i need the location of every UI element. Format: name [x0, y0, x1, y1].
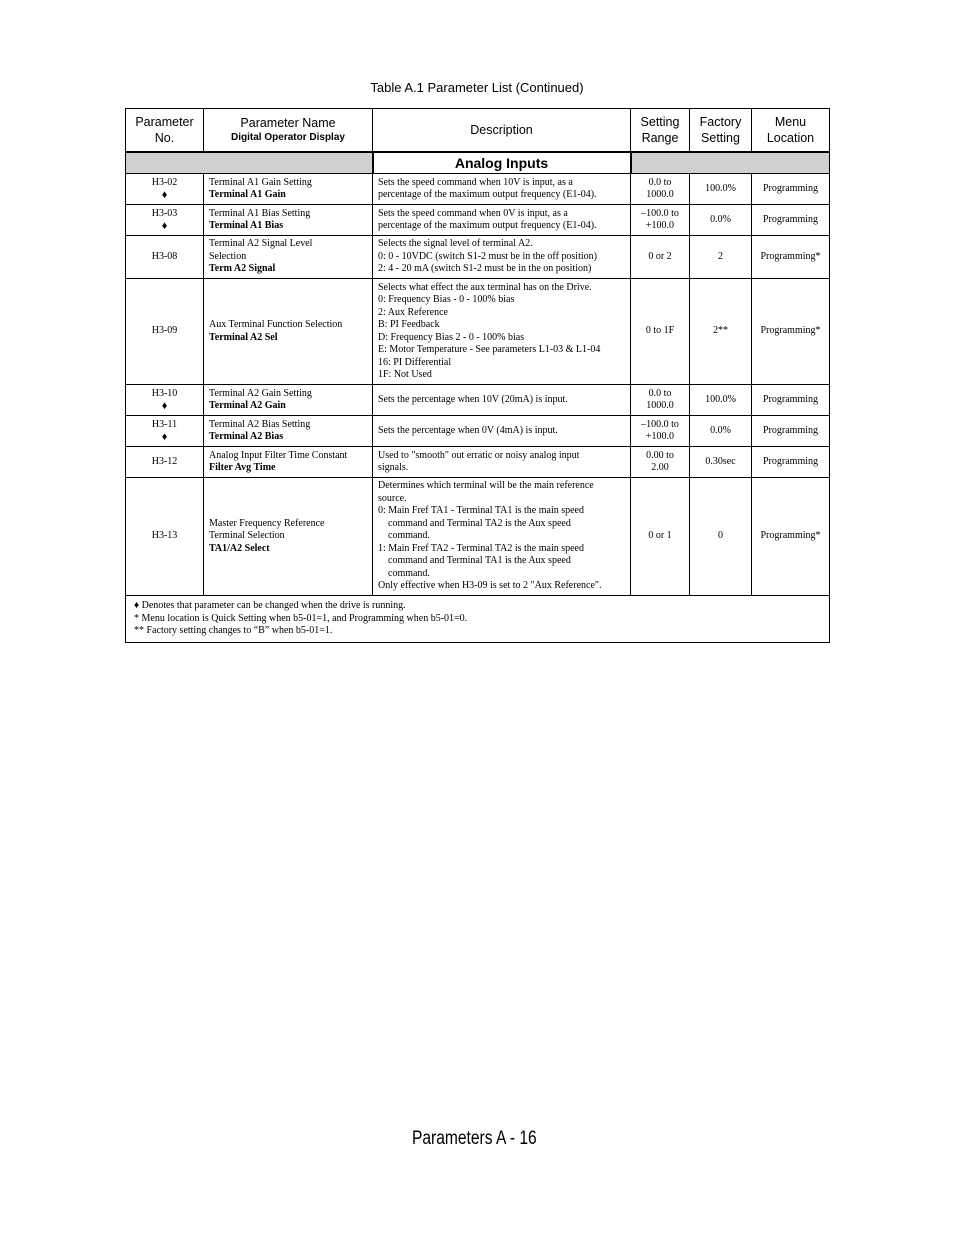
param-description: Selects the signal level of terminal A2. 0: 0 - 10VDC (switch S1-2 must be in the off position) 2: 4 - 20 mA (switch S1-2 must be in the on position)	[373, 236, 631, 279]
param-description: Sets the percentage when 0V (4mA) is input.	[373, 416, 631, 447]
param-no: H3-11 ♦	[126, 416, 204, 447]
header-param-name: Parameter Name Digital Operator Display	[204, 109, 373, 153]
param-name: Master Frequency Reference Terminal Selection TA1/A2 Select	[204, 478, 373, 596]
menu-location: Programming	[752, 447, 830, 478]
diamond-icon: ♦	[161, 189, 168, 202]
param-no: H3-13	[126, 478, 204, 596]
factory-setting: 100.0%	[690, 385, 752, 416]
header-param-name-sub: Digital Operator Display	[231, 132, 345, 143]
setting-range: –100.0 to +100.0	[631, 416, 690, 447]
factory-setting: 2**	[690, 279, 752, 385]
menu-location: Programming*	[752, 236, 830, 279]
param-no: H3-03 ♦	[126, 205, 204, 236]
menu-location: Programming	[752, 174, 830, 205]
section-shade-right	[631, 152, 830, 174]
section-shade-left	[126, 152, 373, 174]
param-name: Terminal A2 Gain Setting Terminal A2 Gain	[204, 385, 373, 416]
factory-setting: 0.30sec	[690, 447, 752, 478]
factory-setting: 0.0%	[690, 416, 752, 447]
menu-location: Programming*	[752, 279, 830, 385]
header-row	[126, 109, 830, 153]
note-factory-setting: ** Factory setting changes to “B” when b5-01=1.	[134, 625, 333, 636]
note-menu-location: * Menu location is Quick Setting when b5-01=1, and Programming when b5-01=0.	[134, 612, 468, 624]
display-name: Terminal A2 Gain	[209, 400, 286, 411]
header-menu-location: Menu Location	[752, 109, 830, 153]
param-description: Sets the speed command when 10V is input, as a percentage of the maximum output frequency (E1-04).	[373, 174, 631, 205]
section-row	[126, 152, 830, 174]
display-name: TA1/A2 Select	[209, 542, 270, 554]
parameter-table	[125, 108, 830, 643]
param-no: H3-08	[126, 236, 204, 279]
param-no: H3-09	[126, 279, 204, 385]
diamond-icon: ♦	[161, 400, 168, 413]
param-name: Aux Terminal Function Selection Terminal A2 Sel	[204, 279, 373, 385]
display-name: Terminal A2 Bias	[209, 431, 284, 442]
param-description: Used to "smooth" out erratic or noisy analog input signals.	[373, 447, 631, 478]
param-description: Sets the percentage when 10V (20mA) is input.	[373, 385, 631, 416]
param-no: H3-10 ♦	[126, 385, 204, 416]
param-no: H3-02 ♦	[126, 174, 204, 205]
setting-range: 0 or 1	[631, 478, 690, 596]
menu-location: Programming	[752, 385, 830, 416]
param-name: Terminal A2 Bias Setting Terminal A2 Bias	[204, 416, 373, 447]
factory-setting: 2	[690, 236, 752, 279]
header-description: Description	[373, 109, 631, 153]
table-row	[126, 174, 830, 205]
param-description: Determines which terminal will be the main reference source. 0: Main Fref TA1 - Terminal TA1 is the main speed command and Terminal TA2 is the Aux speed command. 1: Main Fref TA2 - Terminal TA2 is the main speed command and Terminal TA1 is the Aux speed command. Only effective when H3-09 is set to 2 "Aux Reference".	[373, 478, 631, 596]
factory-setting: 0.0%	[690, 205, 752, 236]
menu-location: Programming	[752, 416, 830, 447]
param-no: H3-12	[126, 447, 204, 478]
menu-location: Programming*	[752, 478, 830, 596]
setting-range: 0 or 2	[631, 236, 690, 279]
table-row	[126, 385, 830, 416]
menu-location: Programming	[752, 205, 830, 236]
notes-row	[126, 596, 830, 643]
table-row	[126, 279, 830, 385]
header-param-no: Parameter No.	[126, 109, 204, 153]
setting-range: 0.0 to 1000.0	[631, 174, 690, 205]
note-running-change: ♦ Denotes that parameter can be changed when the drive is running.	[134, 600, 406, 611]
table-row	[126, 205, 830, 236]
page-footer: Parameters A - 16	[412, 1128, 537, 1149]
display-name: Term A2 Signal	[209, 263, 276, 275]
diamond-icon: ♦	[161, 220, 168, 233]
table-notes	[126, 596, 830, 643]
table-row	[126, 447, 830, 478]
param-description: Sets the speed command when 0V is input, as a percentage of the maximum output frequency (E1-04).	[373, 205, 631, 236]
param-name: Terminal A1 Bias Setting Terminal A1 Bias	[204, 205, 373, 236]
display-name: Terminal A2 Sel	[209, 331, 278, 343]
factory-setting: 0	[690, 478, 752, 596]
setting-range: 0.00 to 2.00	[631, 447, 690, 478]
factory-setting: 100.0%	[690, 174, 752, 205]
table-row	[126, 478, 830, 596]
section-title: Analog Inputs	[373, 152, 631, 174]
header-factory-setting: Factory Setting	[690, 109, 752, 153]
display-name: Terminal A1 Gain	[209, 189, 286, 200]
setting-range: 0.0 to 1000.0	[631, 385, 690, 416]
param-name: Analog Input Filter Time Constant Filter Avg Time	[204, 447, 373, 478]
table-caption: Table A.1 Parameter List (Continued)	[370, 80, 584, 95]
setting-range: 0 to 1F	[631, 279, 690, 385]
setting-range: –100.0 to +100.0	[631, 205, 690, 236]
header-setting-range: Setting Range	[631, 109, 690, 153]
display-name: Filter Avg Time	[209, 462, 276, 473]
table-row	[126, 416, 830, 447]
diamond-icon: ♦	[161, 431, 168, 444]
display-name: Terminal A1 Bias	[209, 220, 284, 231]
param-name: Terminal A1 Gain Setting Terminal A1 Gain	[204, 174, 373, 205]
param-description: Selects what effect the aux terminal has on the Drive. 0: Frequency Bias - 0 - 100% bias 2: Aux Reference B: PI Feedback D: Frequency Bias 2 - 0 - 100% bias E: Motor Temperature - See parameters L1-03 & L1-04 16: PI Differential 1F: Not Used	[373, 279, 631, 385]
table-row	[126, 236, 830, 279]
param-name: Terminal A2 Signal Level Selection Term A2 Signal	[204, 236, 373, 279]
